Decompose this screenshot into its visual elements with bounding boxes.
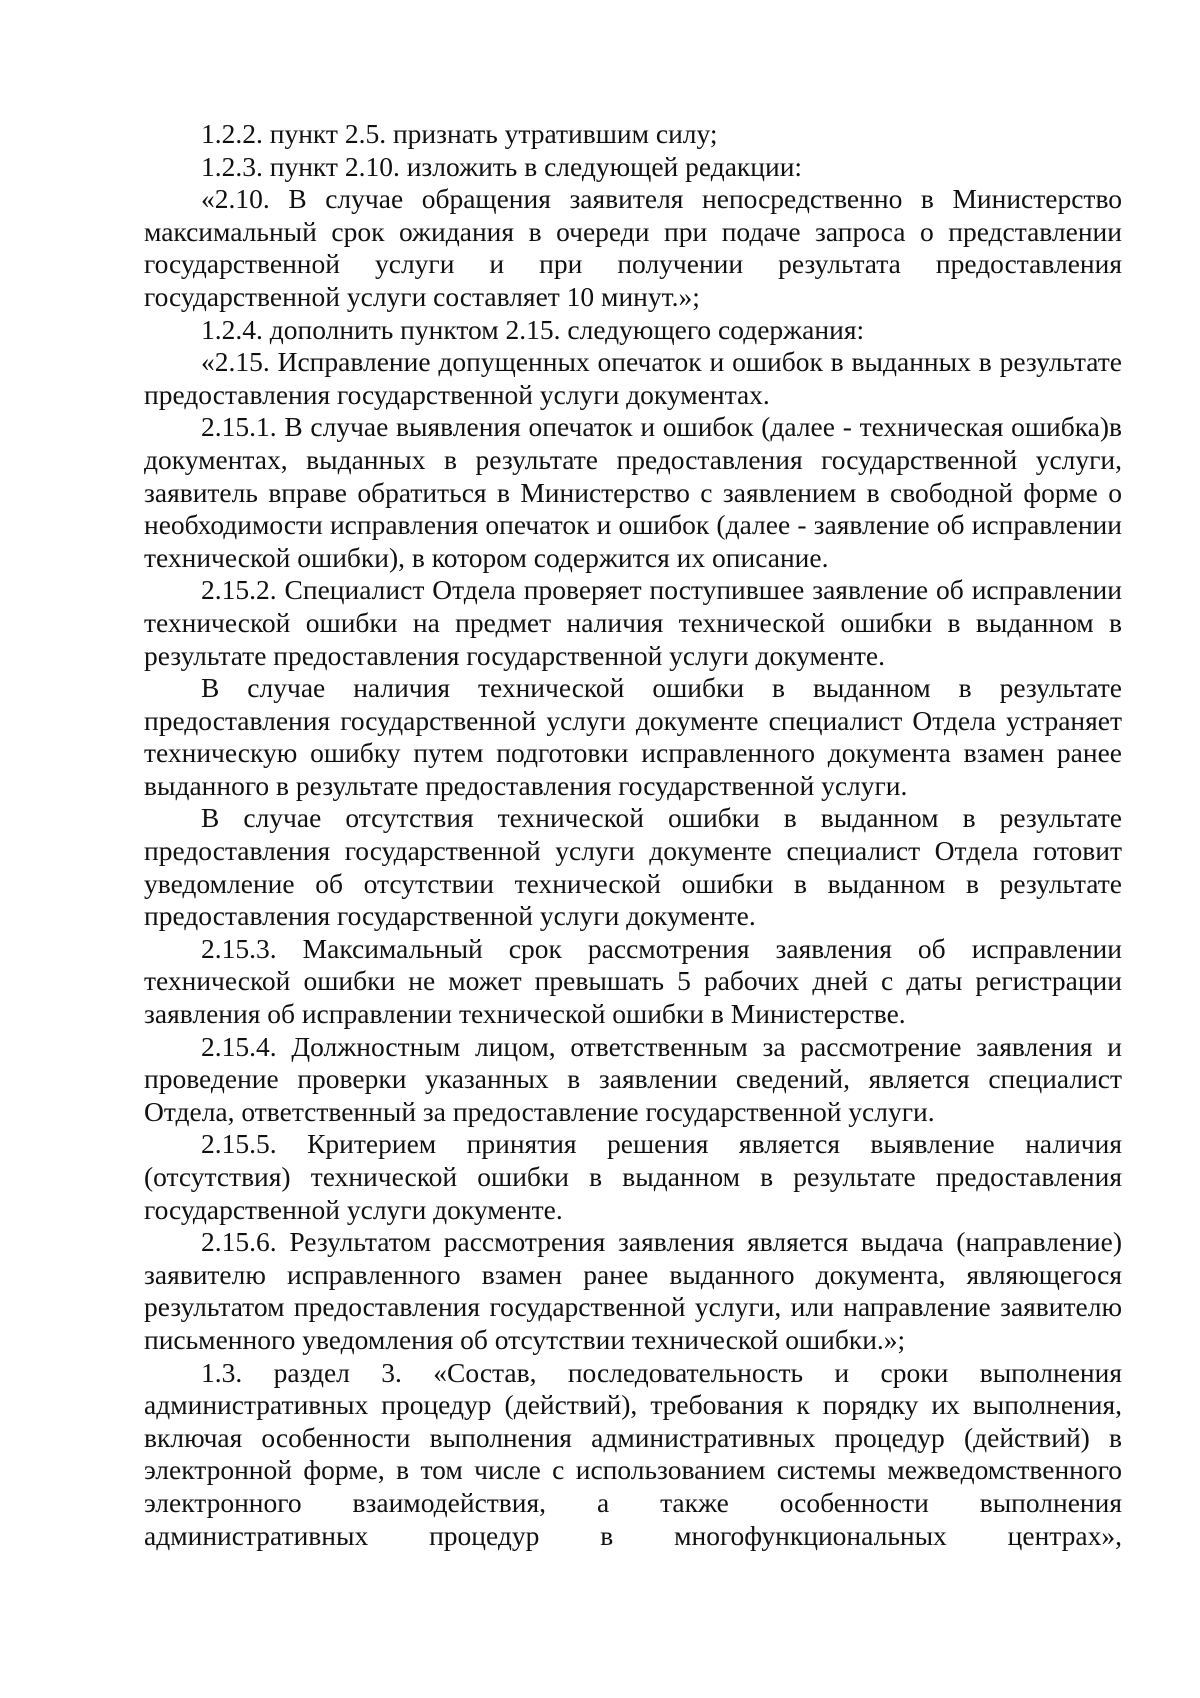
paragraph-2-15-4: 2.15.4. Должностным лицом, ответственным за рассмотрение заявления и проведение проверки указанных в заявлении сведений, является специалист Отдела, ответственный за предоставление государственной услуги.: [144, 1030, 1129, 1127]
paragraph-2-15-3: 2.15.3. Максимальный срок рассмотрения заявления об исправлении технической ошибки не может превышать 5 рабочих дней с даты регистрации заявления об исправлении технической ошибки в Министерстве.: [144, 932, 1129, 1030]
paragraph-2-15-1: 2.15.1. В случае выявления опечаток и ошибок (далее - техническая ошибка)в документах, выданных в результате предоставления государственной услуги, заявитель вправе обратиться в Министерство с заявлением в свободной форме о необходимости исправления опечаток и ошибок (далее - заявление об исправлении технической ошибки), в котором содержится их описание.: [144, 411, 1129, 573]
paragraph-error-present: В случае наличия технической ошибки в выданном в результате предоставления государственной услуги документе специалист Отдела устраняет техническую ошибку путем подготовки исправленного документа взамен ранее выданного в результате предоставления государственной услуги.: [144, 672, 1129, 801]
paragraph-1-2-4: 1.2.4. дополнить пунктом 2.15. следующего содержания:: [201, 313, 865, 345]
paragraph-error-absent: В случае отсутствия технической ошибки в выданном в результате предоставления государственной услуги документе специалист Отдела готовит уведомление об отсутствии технической ошибки в выданном в результате предоставления государственной услуги документе.: [144, 802, 1129, 932]
paragraph-2-15-2: 2.15.2. Специалист Отдела проверяет поступившее заявление об исправлении технической ошибки на предмет наличия технической ошибки в выданном в результате предоставления государственной услуги документе.: [144, 574, 1129, 671]
paragraph-1-2-2: 1.2.2. пункт 2.5. признать утратившим силу;: [201, 118, 718, 149]
paragraph-2-10: «2.10. В случае обращения заявителя непосредственно в Министерство максимальный срок ожидания в очереди при подаче запроса о представлении государственной услуги и при получении результата предоставления государственной услуги составляет 10 минут.»;: [144, 183, 1129, 312]
document-page: [144, 118, 1129, 1552]
paragraph-2-15: «2.15. Исправление допущенных опечаток и ошибок в выданных в результате предоставления государственной услуги документах.: [144, 346, 1129, 410]
paragraph-1-3: 1.3. раздел 3. «Состав, последовательность и сроки выполнения административных процедур (действий), требования к порядку их выполнения, включая особенности выполнения административных процедур (действий) в электронной форме, в том числе с использованием системы межведомственного электронного взаимодействия, а также особенности выполнения административных процедур в многофункциональных центрах»,: [144, 1356, 1129, 1551]
paragraph-2-15-6: 2.15.6. Результатом рассмотрения заявления является выдача (направление) заявителю исправленного взамен ранее выданного документа, являющегося результатом предоставления государственной услуги, или направление заявителю письменного уведомления об отсутствии технической ошибки.»;: [144, 1226, 1129, 1355]
paragraph-1-2-3: 1.2.3. пункт 2.10. изложить в следующей редакции:: [201, 150, 803, 182]
paragraph-2-15-5: 2.15.5. Критерием принятия решения является выявление наличия (отсутствия) технической ошибки в выданном в результате предоставления государственной услуги документе.: [144, 1128, 1129, 1225]
